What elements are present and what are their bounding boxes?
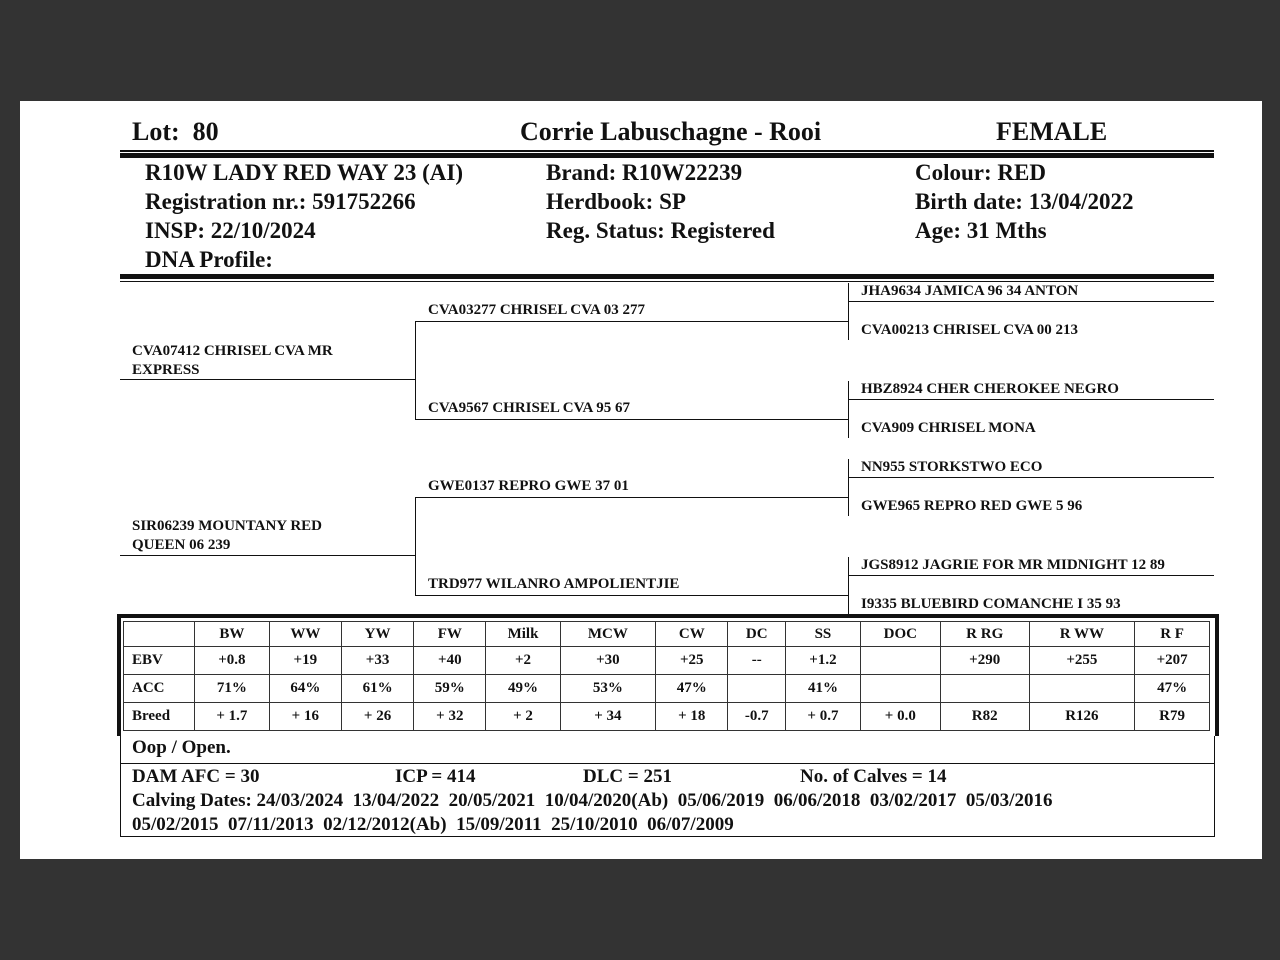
sire-sire-line	[415, 321, 849, 322]
row-label: ACC	[124, 675, 195, 703]
breed-cell: + 1.7	[195, 703, 270, 731]
acc-cell: 49%	[486, 675, 560, 703]
acc-cell: 71%	[195, 675, 270, 703]
ebv-header-cell: FW	[414, 622, 486, 647]
dam-afc: DAM AFC = 30	[132, 766, 260, 787]
dam-bracket	[415, 497, 416, 595]
acc-cell: 47%	[656, 675, 728, 703]
ebv-cell: +0.8	[195, 647, 270, 675]
dam-sire-name: GWE0137 REPRO GWE 37 01	[428, 478, 629, 494]
dam-dam-name: TRD977 WILANRO AMPOLIENTJIE	[428, 576, 680, 592]
acc-cell: 64%	[269, 675, 341, 703]
icp: ICP = 414	[395, 766, 476, 787]
breed-cell: -0.7	[728, 703, 786, 731]
ebv-header-cell: Milk	[486, 622, 560, 647]
ebv-header-cell: CW	[656, 622, 728, 647]
calving-dates-line2: 05/02/2015 07/11/2013 02/12/2012(Ab) 15/09/2011 25/10/2010 06/07/2009	[132, 814, 734, 835]
ebv-header-row	[124, 622, 1210, 647]
ebv-cell: +290	[940, 647, 1029, 675]
ggp-5: NN955 STORKSTWO ECO	[861, 459, 1043, 475]
ebv-cell: +1.2	[786, 647, 861, 675]
breed-cell: + 18	[656, 703, 728, 731]
lot-label	[132, 117, 219, 147]
breed-cell: R79	[1135, 703, 1210, 731]
breed-cell: + 32	[414, 703, 486, 731]
birth-date: Birth date: 13/04/2022	[915, 189, 1134, 214]
dam-name: SIR06239 MOUNTANY RED QUEEN 06 239	[132, 518, 323, 553]
acc-cell	[940, 675, 1029, 703]
breed-cell: + 26	[341, 703, 413, 731]
ebv-header-cell: YW	[341, 622, 413, 647]
ebv-cell: +19	[269, 647, 341, 675]
ebv-cell: +255	[1029, 647, 1135, 675]
ebv-header-cell: DC	[728, 622, 786, 647]
ebv-cell: +207	[1135, 647, 1210, 675]
open-status: Oop / Open.	[132, 737, 231, 758]
ebv-header-cell: R WW	[1029, 622, 1135, 647]
dam-line	[120, 555, 416, 556]
ggp-line-7	[848, 575, 1214, 576]
brand: Brand: R10W22239	[546, 160, 743, 185]
inspection-date: INSP: 22/10/2024	[145, 218, 316, 243]
ebv-header-cell: DOC	[860, 622, 940, 647]
reg-status: Reg. Status: Registered	[546, 218, 775, 243]
ggp-line-5	[848, 477, 1214, 478]
ebv-row	[124, 647, 1210, 675]
info-rule-thin	[120, 281, 1214, 282]
ebv-corner-cell	[124, 622, 195, 647]
breed-cell: + 2	[486, 703, 560, 731]
ebv-table	[123, 621, 1210, 731]
ebv-header-cell: R RG	[940, 622, 1029, 647]
breed-cell: + 16	[269, 703, 341, 731]
sire-bracket	[415, 321, 416, 419]
acc-row	[124, 675, 1210, 703]
calves-count: No. of Calves = 14	[800, 766, 947, 787]
ggp-2: CVA00213 CHRISEL CVA 00 213	[861, 322, 1078, 338]
ebv-cell: +25	[656, 647, 728, 675]
lot-label-text: Lot:	[132, 117, 180, 146]
breed-cell: + 34	[560, 703, 656, 731]
status-rule	[120, 763, 1215, 764]
breed-cell: + 0.7	[786, 703, 861, 731]
ebv-cell: --	[728, 647, 786, 675]
acc-cell: 41%	[786, 675, 861, 703]
animal-info-right	[915, 158, 1134, 245]
sire-dam-name: CVA9567 CHRISEL CVA 95 67	[428, 400, 630, 416]
herdbook: Herdbook: SP	[546, 189, 686, 214]
ebv-frame-left	[117, 614, 121, 736]
acc-cell	[1029, 675, 1135, 703]
ebv-header-cell: WW	[269, 622, 341, 647]
ggp-1: JHA9634 JAMICA 96 34 ANTON	[861, 283, 1079, 299]
animal-info-left	[145, 158, 463, 274]
ebv-frame-top	[117, 614, 1219, 618]
header-rule-thin	[120, 150, 1214, 152]
row-label: Breed	[124, 703, 195, 731]
ebv-header-cell: MCW	[560, 622, 656, 647]
breed-cell: + 0.0	[860, 703, 940, 731]
row-label: EBV	[124, 647, 195, 675]
ebv-frame-right	[1215, 614, 1219, 736]
sire-sire-name: CVA03277 CHRISEL CVA 03 277	[428, 302, 645, 318]
ggp-bracket-4	[848, 557, 849, 614]
ebv-cell: +30	[560, 647, 656, 675]
ggp-bracket-1	[848, 283, 849, 340]
ggp-3: HBZ8924 CHER CHEROKEE NEGRO	[861, 381, 1119, 397]
ggp-8: I9335 BLUEBIRD COMANCHE I 35 93	[861, 596, 1121, 612]
animal-info-middle	[546, 158, 775, 245]
sex-label: FEMALE	[996, 117, 1108, 146]
info-rule-thick	[120, 274, 1214, 279]
sire-name: CVA07412 CHRISEL CVA MR EXPRESS	[132, 343, 333, 378]
ebv-cell	[860, 647, 940, 675]
acc-cell	[860, 675, 940, 703]
ebv-cell: +2	[486, 647, 560, 675]
animal-name: R10W LADY RED WAY 23 (AI)	[145, 160, 463, 185]
ebv-cell: +33	[341, 647, 413, 675]
acc-cell: 53%	[560, 675, 656, 703]
bottom-box-right	[1214, 736, 1215, 837]
ebv-header-cell: BW	[195, 622, 270, 647]
dam-dam-line	[415, 595, 849, 596]
ggp-line-1	[848, 301, 1214, 302]
sire-dam-line	[415, 419, 849, 420]
lot-number: 80	[192, 117, 219, 146]
calving-dates-line1: Calving Dates: 24/03/2024 13/04/2022 20/05/2021 10/04/2020(Ab) 05/06/2019 06/06/2018 03/02/2017 05/03/2016	[132, 790, 1053, 811]
bottom-box-base	[120, 836, 1215, 837]
ggp-bracket-3	[848, 459, 849, 516]
breeder-name: Corrie Labuschagne - Rooi	[520, 117, 822, 146]
ggp-line-3	[848, 399, 1214, 400]
bottom-box-left	[120, 736, 121, 837]
registration-number: Registration nr.: 591752266	[145, 189, 416, 214]
ebv-header-cell: SS	[786, 622, 861, 647]
ggp-6: GWE965 REPRO RED GWE 5 96	[861, 498, 1083, 514]
breed-cell: R82	[940, 703, 1029, 731]
ebv-header-cell: R F	[1135, 622, 1210, 647]
ggp-bracket-2	[848, 381, 849, 438]
acc-cell: 61%	[341, 675, 413, 703]
acc-cell: 59%	[414, 675, 486, 703]
dam-sire-line	[415, 497, 849, 498]
ggp-4: CVA909 CHRISEL MONA	[861, 420, 1036, 436]
acc-cell: 47%	[1135, 675, 1210, 703]
acc-cell	[728, 675, 786, 703]
dna-profile: DNA Profile:	[145, 247, 273, 272]
breed-row	[124, 703, 1210, 731]
colour: Colour: RED	[915, 160, 1046, 185]
age: Age: 31 Mths	[915, 218, 1047, 243]
ebv-cell: +40	[414, 647, 486, 675]
breed-cell: R126	[1029, 703, 1135, 731]
ggp-7: JGS8912 JAGRIE FOR MR MIDNIGHT 12 89	[861, 557, 1165, 573]
dlc: DLC = 251	[583, 766, 672, 787]
